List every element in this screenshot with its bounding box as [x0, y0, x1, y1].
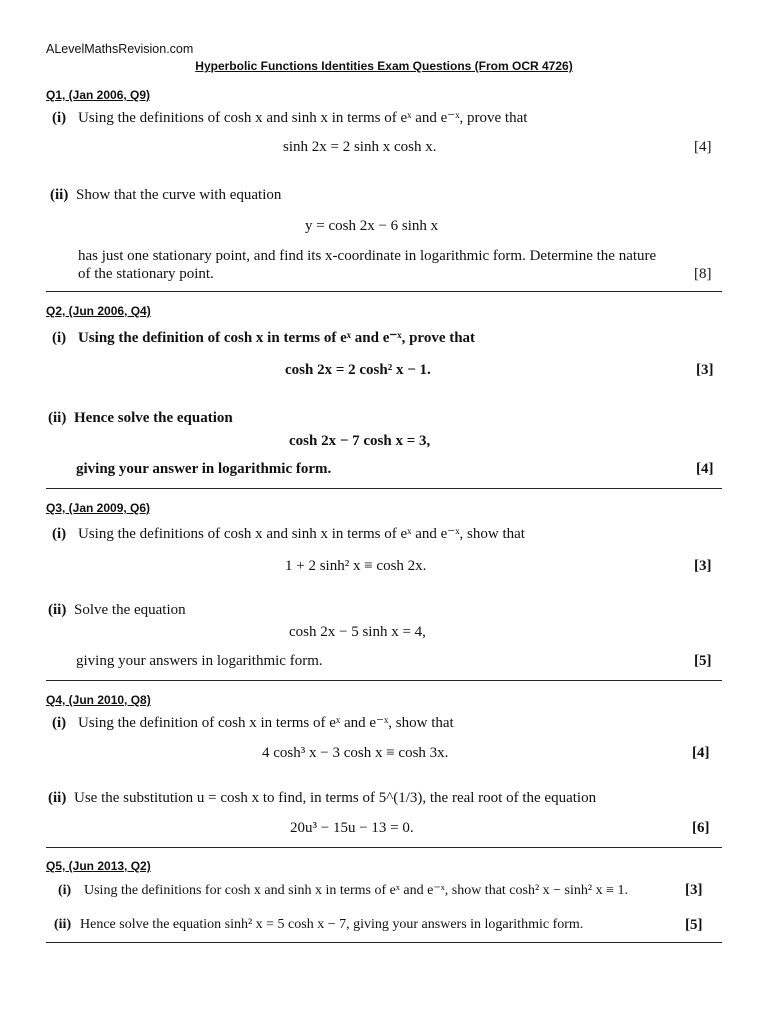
part-label: (i) [52, 330, 67, 346]
q3-mark-i: [3] [694, 558, 712, 574]
q4-mark-i: [4] [692, 745, 710, 761]
q1-mark-i: [4] [694, 139, 712, 155]
q1-part-ii [50, 187, 281, 204]
part-text: Hence solve the equation [74, 410, 233, 426]
divider [46, 847, 722, 848]
question-heading-q3: Q3, (Jan 2009, Q6) [46, 501, 151, 515]
question-heading-q4: Q4, (Jun 2010, Q8) [46, 693, 151, 707]
part-text: Using the definitions of cosh x and sinh x in terms of eˣ and e⁻ˣ, prove that [78, 110, 528, 126]
q1-part-ii-text-3: of the stationary point. [78, 266, 214, 282]
q5-part-ii [54, 917, 583, 933]
q1-part-i [52, 108, 527, 127]
q5-part-i [58, 882, 628, 899]
q2-part-ii-text-2: giving your answer in logarithmic form. [76, 461, 332, 477]
part-text: Show that the curve with equation [76, 187, 282, 203]
page-title: Hyperbolic Functions Identities Exam Questions (From OCR 4726) [195, 59, 573, 73]
question-heading-q5: Q5, (Jun 2013, Q2) [46, 859, 151, 873]
q2-part-i [52, 328, 475, 347]
q1-equation-ii: y = cosh 2x − 6 sinh x [305, 218, 439, 234]
q5-mark-ii: [5] [685, 917, 703, 933]
q4-equation-ii: 20u³ − 15u − 13 = 0. [290, 820, 414, 836]
part-text: Using the definitions for cosh x and sinh x in terms of eˣ and e⁻ˣ, show that cosh² x − sinh² x ≡ 1. [84, 883, 628, 898]
site-name: ALevelMathsRevision.com [46, 42, 194, 56]
part-label: (i) [52, 110, 67, 126]
part-label: (i) [58, 883, 72, 898]
q3-part-i [52, 524, 525, 543]
part-label: (i) [52, 526, 67, 542]
q1-equation-i: sinh 2x = 2 sinh x cosh x. [283, 139, 437, 155]
q2-equation-i: cosh 2x = 2 cosh² x − 1. [285, 362, 431, 378]
q5-mark-i: [3] [685, 882, 703, 898]
part-text: Hence solve the equation sinh² x = 5 cosh x − 7, giving your answers in logarithmic form. [80, 917, 584, 932]
q1-mark-ii: [8] [694, 266, 712, 282]
part-label: (ii) [48, 790, 67, 806]
q2-equation-ii: cosh 2x − 7 cosh x = 3, [289, 433, 431, 449]
part-label: (ii) [48, 410, 67, 426]
q4-part-ii [48, 790, 596, 807]
q2-part-ii [48, 410, 233, 427]
q3-equation-i: 1 + 2 sinh² x ≡ cosh 2x. [285, 558, 427, 574]
part-label: (ii) [50, 187, 69, 203]
q2-mark-ii: [4] [696, 461, 714, 477]
q2-mark-i: [3] [696, 362, 714, 378]
part-text: Solve the equation [74, 602, 186, 618]
question-heading-q1: Q1, (Jan 2006, Q9) [46, 88, 151, 102]
q3-equation-ii: cosh 2x − 5 sinh x = 4, [289, 624, 426, 640]
q4-mark-ii: [6] [692, 820, 710, 836]
q4-equation-i: 4 cosh³ x − 3 cosh x ≡ cosh 3x. [262, 745, 449, 761]
part-label: (ii) [48, 602, 67, 618]
part-text: Using the definition of cosh x in terms of eˣ and e⁻ˣ, prove that [78, 330, 476, 346]
q3-part-ii [48, 602, 186, 619]
q3-mark-ii: [5] [694, 653, 712, 669]
divider [46, 680, 722, 681]
part-text: Using the definition of cosh x in terms of eˣ and e⁻ˣ, show that [78, 715, 454, 731]
part-label: (i) [52, 715, 67, 731]
divider [46, 942, 722, 943]
q4-part-i [52, 713, 454, 732]
question-heading-q2: Q2, (Jun 2006, Q4) [46, 304, 151, 318]
q3-part-ii-text-2: giving your answers in logarithmic form. [76, 653, 323, 669]
divider [46, 291, 722, 292]
q1-part-ii-text-2: has just one stationary point, and find its x-coordinate in logarithmic form. Determine the nature [78, 248, 657, 264]
divider [46, 488, 722, 489]
part-text: Use the substitution u = cosh x to find, in terms of 5^(1/3), the real root of the equation [74, 790, 597, 806]
part-text: Using the definitions of cosh x and sinh x in terms of eˣ and e⁻ˣ, show that [78, 526, 525, 542]
part-label: (ii) [54, 917, 72, 932]
